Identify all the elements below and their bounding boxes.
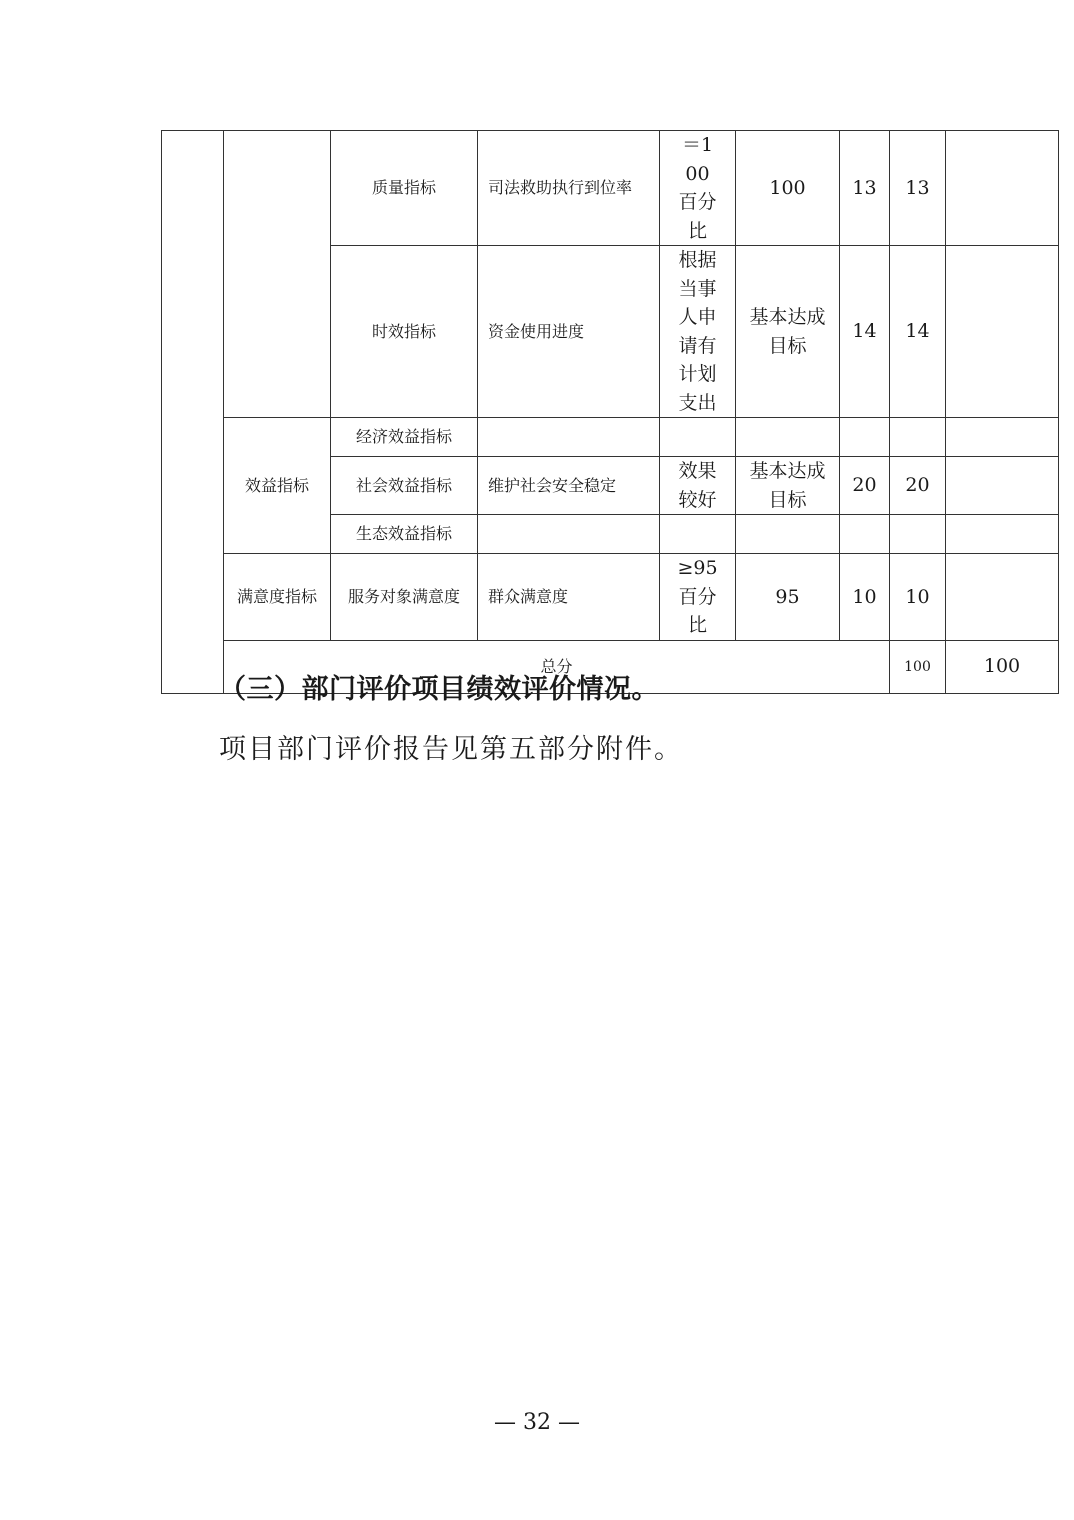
actual-cell: 95	[736, 554, 840, 641]
total-label: 总分	[224, 640, 890, 693]
table-row	[162, 418, 1059, 457]
metric-cell: 时效指标	[331, 246, 478, 418]
indicator-cell: 维护社会安全稳定	[478, 457, 660, 515]
note-cell	[946, 131, 1059, 246]
target-cell	[660, 515, 736, 554]
metric-cell: 生态效益指标	[331, 515, 478, 554]
target-cell	[660, 131, 736, 246]
table-row	[162, 554, 1059, 641]
score-cell: 14	[890, 246, 946, 418]
target-text: ＝100百分比	[678, 134, 717, 242]
body-paragraph: 项目部门评价报告见第五部分附件。	[219, 734, 683, 765]
actual-cell	[736, 515, 840, 554]
table-row	[162, 131, 1059, 246]
indicator-cell: 资金使用进度	[478, 246, 660, 418]
note-cell	[946, 418, 1059, 457]
indicator-cell: 群众满意度	[478, 554, 660, 641]
weight-cell	[840, 515, 890, 554]
note-cell	[946, 554, 1059, 641]
target-cell	[660, 554, 736, 641]
performance-table	[161, 130, 1059, 694]
actual-cell	[736, 418, 840, 457]
score-cell	[890, 515, 946, 554]
target-text: ≥95百分比	[677, 557, 718, 636]
total-weight: 100	[890, 640, 946, 693]
target-cell	[660, 418, 736, 457]
actual-text: 基本达成目标	[749, 306, 826, 357]
indicator-cell	[478, 418, 660, 457]
weight-cell: 13	[840, 131, 890, 246]
actual-cell	[736, 457, 840, 515]
metric-cell: 服务对象满意度	[331, 554, 478, 641]
target-text: 根据当事人申请有计划支出	[678, 249, 717, 414]
weight-cell: 14	[840, 246, 890, 418]
metric-cell: 社会效益指标	[331, 457, 478, 515]
note-cell	[946, 457, 1059, 515]
score-cell: 10	[890, 554, 946, 641]
note-cell	[946, 515, 1059, 554]
weight-cell: 20	[840, 457, 890, 515]
target-cell	[660, 246, 736, 418]
note-cell	[946, 246, 1059, 418]
actual-text: 基本达成目标	[749, 460, 826, 511]
score-cell	[890, 418, 946, 457]
score-cell: 20	[890, 457, 946, 515]
weight-cell: 10	[840, 554, 890, 641]
indicator-cell: 司法救助执行到位率	[478, 131, 660, 246]
group-cell: 满意度指标	[224, 554, 331, 641]
level1-cell	[162, 131, 224, 694]
level2-cell	[224, 131, 331, 418]
total-score: 100	[946, 640, 1059, 693]
group-cell: 效益指标	[224, 418, 331, 554]
page-number: — 32 —	[494, 1410, 580, 1435]
actual-cell	[736, 246, 840, 418]
target-text: 效果较好	[678, 460, 717, 511]
metric-cell: 经济效益指标	[331, 418, 478, 457]
actual-cell: 100	[736, 131, 840, 246]
score-cell: 13	[890, 131, 946, 246]
metric-cell: 质量指标	[331, 131, 478, 246]
target-cell	[660, 457, 736, 515]
indicator-cell	[478, 515, 660, 554]
weight-cell	[840, 418, 890, 457]
section-heading: （三）部门评价项目绩效评价情况。	[219, 674, 659, 705]
